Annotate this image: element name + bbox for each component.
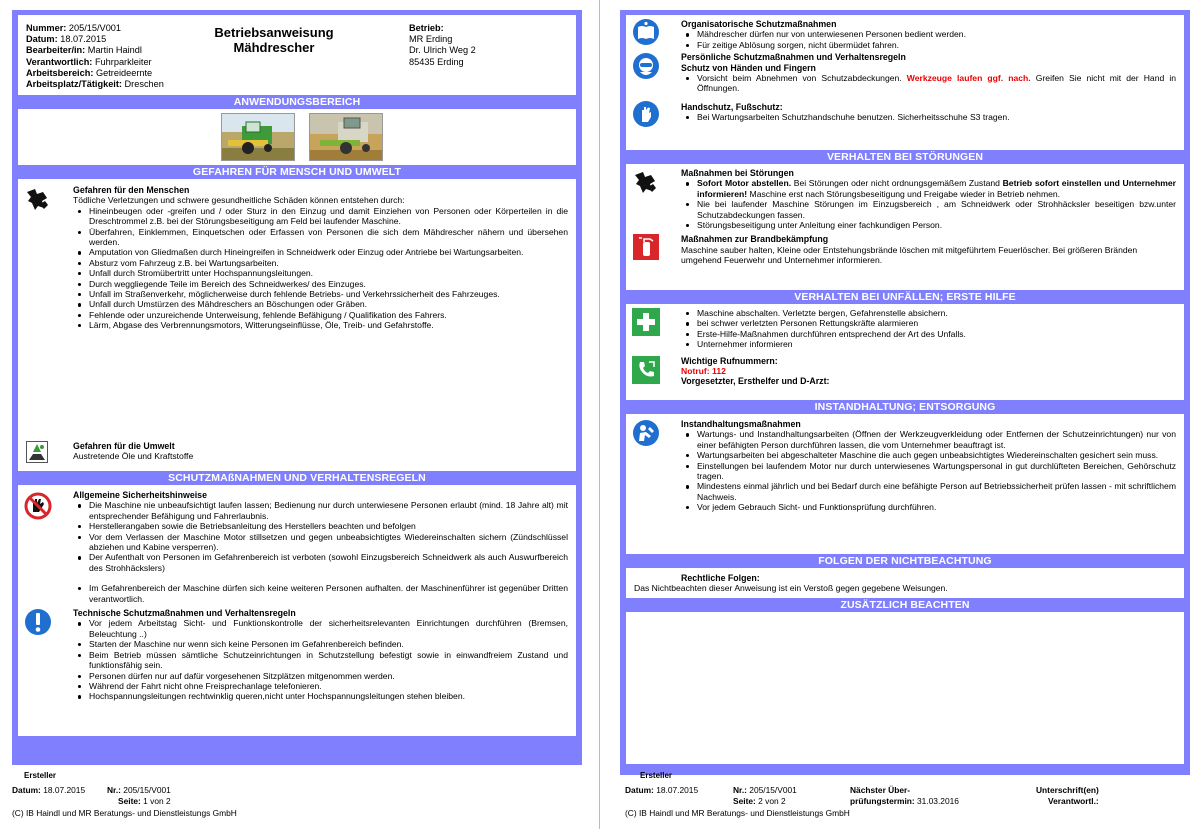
list-item: Vor jedem Arbeitstag Sicht- und Funktionskontrolle der sicherheitsrelevanten Einrichtungen durchführen (Bremsen, Beleuchtung ..) xyxy=(73,618,568,639)
footer-page-value: 1 von 2 xyxy=(143,796,171,806)
list-item: Vor dem Verlassen der Maschine Motor stillsetzen und gegen unbeabsichtigtes Wiedereinschalten sichern (Zündschlüssel abziehen und Kabine versperren). xyxy=(73,532,568,553)
hazards-human-section xyxy=(18,185,576,331)
list-item: Vor jedem Gebrauch Sicht- und Funktionsprüfung durchführen. xyxy=(681,502,1176,512)
hazards-human-intro: Tödliche Verletzungen und schwere gesundheitliche Schäden können entstehen durch: xyxy=(73,195,405,206)
list-item: Nie bei laufender Maschine Störungen im Einzugsbereich , am Schneidwerk oder Strohhäcksler beseitigen bzw.unter Schutzabdeckungen fassen. xyxy=(681,199,1176,220)
first-aid-section xyxy=(626,308,1184,350)
footer-date-value: 18.07.2015 xyxy=(656,785,699,795)
emergency-phone-icon xyxy=(632,356,660,384)
warning-text-2: ggf. nach. xyxy=(987,73,1031,84)
caution-text-2: Greifen Sie nicht mit der Hand in Öffnungen. xyxy=(697,73,1177,94)
list-item: Hochspannungsleitungen rechtwinklig queren,nicht unter Hochspannungsleitungen stehen bleiben. xyxy=(73,691,568,701)
protection-continued-box xyxy=(626,15,1184,150)
footer-nr-label: Nr.: xyxy=(733,785,747,795)
list-item: Unfall durch Stromübertritt unter Hochspannungsleitungen. xyxy=(73,268,568,278)
footer-date-label: Datum: xyxy=(625,785,654,795)
list-item: Unfall durch Umstürzen des Mähdreschers an Böschungen oder Gräben. xyxy=(73,299,568,309)
title-line-2: Mähdrescher xyxy=(233,40,315,55)
caution-text: Vorsicht beim Abnehmen von Schutzabdeckungen. xyxy=(697,73,902,84)
list-item: Herstellerangaben sowie die Betriebsanleitung des Herstellers beachten und befolgen xyxy=(73,521,568,531)
maintenance-person-icon xyxy=(632,419,660,447)
list-item: Absturz vom Fahrzeug z.B. bei Wartungsarbeiten. xyxy=(73,258,568,268)
ersteller-label: Ersteller xyxy=(24,771,57,780)
verantwortlich-value: Fuhrparkleiter xyxy=(94,56,152,67)
organizational-section xyxy=(626,19,1184,50)
fire-section xyxy=(626,234,1184,265)
malfunction-text-2: Maschine erst nach Störungsbeseitigung und Freigabe wieder in Betrieb nehmen. xyxy=(749,188,1061,199)
hand-injury-warning-icon xyxy=(632,168,660,196)
emergency-numbers-section xyxy=(626,356,1184,387)
gloves-icon xyxy=(632,100,660,128)
footer-date-value: 18.07.2015 xyxy=(43,785,86,795)
bar-folgen: FOLGEN DER NICHTBEACHTUNG xyxy=(818,555,992,567)
next-review-value: 31.03.2016 xyxy=(917,796,959,806)
combine-photo-2 xyxy=(309,113,383,161)
hand-foot-protection-title: Handschutz, Fußschutz: xyxy=(681,101,783,112)
first-aid-cross-icon xyxy=(632,308,660,336)
nummer-label: Nummer: xyxy=(26,23,67,33)
hand-injury-warning-icon xyxy=(24,185,52,213)
list-item: Wartungsarbeiten bei abgeschalteter Maschine die auch gegen unbeabsichtigtes Wiedereinschalten gesichert sein muss. xyxy=(681,450,1176,460)
nummer-value: 205/15/V001 xyxy=(68,23,122,33)
personal-protection-subtitle: Schutz von Händen und Fingern xyxy=(681,62,816,73)
maintenance-section xyxy=(626,419,1184,513)
arbeitsplatz-label: Arbeitsplatz/Tätigkeit: xyxy=(26,79,122,90)
arbeitsbereich-label: Arbeitsbereich: xyxy=(26,67,94,78)
arbeitsplatz-value: Dreschen xyxy=(124,79,164,90)
list-item: Für zeitige Ablösung sorgen, nicht übermüdet fahren. xyxy=(681,40,1176,50)
betrieb-street: Dr. Ulrich Weg 2 xyxy=(409,45,476,56)
bar-gefahren: GEFAHREN FÜR MENSCH UND UMWELT xyxy=(192,166,402,178)
footer-date-label: Datum: xyxy=(12,785,41,795)
list-item: Lärm, Abgase des Verbrennungsmotors, Witterungseinflüsse, Öle, Treib- und Gefahrstoffe. xyxy=(73,320,568,330)
hazards-environment-text: Austretende Öle und Kraftstoffe xyxy=(73,451,194,462)
list-item: Im Gefahrenbereich der Maschine dürfen sich keine weiteren Personen aufhalten. der Maschinenführer ist gegenüber Dritten verantwortlich. xyxy=(73,583,568,604)
list-item xyxy=(681,178,1176,199)
personal-protection-section xyxy=(626,52,1184,94)
list-item: Störungsbeseitigung unter Anleitung einer fachkundigen Person. xyxy=(681,220,1176,230)
footer-copyright: (C) IB Haindl und MR Beratungs- und Dienstleistungs GmbH xyxy=(12,808,237,818)
footer-page xyxy=(733,796,786,807)
list-item: Die Maschine nie unbeaufsichtigt laufen lassen; Bedienung nur durch unterwiesene Personen erlaubt (mind. 18 Jahre alt) mit entsprechender Befähigung und Fahrerlaubnis. xyxy=(73,500,568,521)
footer-nr xyxy=(733,785,797,796)
list-item: Fehlende oder unzureichende Unterweisung, fehlende Befähigung / Qualifikation des Fahrers. xyxy=(73,310,568,320)
list-item: Überfahren, Einklemmen, Einquetschen oder Erfassen von Personen die sich dem Mähdrescher nähern und übersehen werden. xyxy=(73,227,568,248)
malfunction-text: Bei Störungen oder nicht ordnungsgemäßem Zustand xyxy=(793,178,1000,189)
verantwortlich-label: Verantwortlich: xyxy=(26,56,93,67)
stop-operation-text: Betrieb sofort einstellen und Unternehmer informieren! xyxy=(697,178,1176,199)
read-manual-icon xyxy=(632,18,660,46)
emergency-numbers-title: Wichtige Rufnummern: xyxy=(681,355,778,366)
list-item: Personen dürfen nur auf dafür vorgesehenen Sitzplätzen mitgenommen werden. xyxy=(73,671,568,681)
organizational-title: Organisatorische Schutzmaßnahmen xyxy=(681,19,837,29)
malfunction-section xyxy=(626,168,1184,230)
warning-text: Werkzeuge laufen xyxy=(906,73,983,84)
protection-box xyxy=(18,485,576,736)
page-1 xyxy=(12,10,582,816)
footer-nr xyxy=(107,785,171,796)
personal-protection-list xyxy=(681,73,1176,94)
page-1-frame xyxy=(12,10,582,765)
next-review-label-1: Nächster Über- xyxy=(850,785,911,795)
list-item: Durch weggliegende Teile im Bereich des Schneidwerkes/ des Einzuges. xyxy=(73,279,568,289)
consequences-section xyxy=(626,573,1184,583)
list-item: bei schwer verletzten Personen Rettungskräfte alarmieren xyxy=(681,318,1176,328)
consequences-title: Rechtliche Folgen: xyxy=(681,573,760,583)
malfunction-title: Maßnahmen bei Störungen xyxy=(681,168,794,178)
bar-instandhaltung: INSTANDHALTUNG; ENTSORGUNG xyxy=(814,401,996,413)
face-protection-icon xyxy=(632,52,660,80)
technical-safety-list xyxy=(73,618,568,701)
bar-schutzmassnahmen: SCHUTZMAßNAHMEN UND VERHALTENSREGELN xyxy=(168,472,426,484)
header-meta xyxy=(26,23,164,90)
list-item: Der Aufenthalt von Personen im Gefahrenbereich ist verboten (sowohl Einzugsbereich Schneidwerk als auch Auswurfbereich des Strohhäckslers) xyxy=(73,552,568,573)
general-safety-list xyxy=(73,500,568,604)
maintenance-box xyxy=(626,414,1184,554)
document-header xyxy=(18,15,576,95)
list-item: Unfall im Straßenverkehr, möglicherweise durch fehlende Betriebs- und Verkehrssicherheit des Fahrzeuges. xyxy=(73,289,568,299)
page-divider xyxy=(599,0,600,829)
footer-page-value: 2 von 2 xyxy=(758,796,786,806)
list-item: Mähdrescher dürfen nur von unterwiesenen Personen bedient werden. xyxy=(681,29,1176,39)
datum-label: Datum: xyxy=(26,34,58,45)
maintenance-title: Instandhaltungsmaßnahmen xyxy=(681,419,801,429)
general-safety-title: Allgemeine Sicherheitshinweise xyxy=(73,490,207,500)
hand-foot-protection-section xyxy=(626,102,1184,123)
betrieb-label: Betrieb: xyxy=(409,23,444,33)
hazards-box xyxy=(18,179,576,471)
footer-next-review xyxy=(850,785,959,807)
additional-notes-box xyxy=(626,612,1184,764)
environment-hazard-icon xyxy=(26,441,48,463)
page-2-frame xyxy=(620,10,1190,775)
hazards-environment-section xyxy=(18,441,576,462)
bar-unfaelle: VERHALTEN BEI UNFÄLLEN; ERSTE HILFE xyxy=(794,291,1016,303)
list-item: Mindestens einmal jährlich und bei Bedarf durch eine befähigte Person auf Betriebssicherheit prüfen lassen - mit schriftlichem Nachweis. xyxy=(681,481,1176,502)
page-2 xyxy=(620,10,1190,816)
title-line-1: Betriebsanweisung xyxy=(214,25,334,40)
list-item: Bei Wartungsarbeiten Schutzhandschuhe benutzen. Sicherheitsschuhe S3 tragen. xyxy=(681,112,1176,122)
footer-nr-value: 205/15/V001 xyxy=(749,785,797,795)
document-title xyxy=(204,25,344,55)
supervisor-label: Vorgesetzter, Ersthelfer und D-Arzt: xyxy=(681,376,830,387)
fire-title: Maßnahmen zur Brandbekämpfung xyxy=(681,234,829,245)
hazards-human-title: Gefahren für den Menschen xyxy=(73,185,190,195)
footer-page-label: Seite: xyxy=(118,796,141,806)
footer-nr-value: 205/15/V001 xyxy=(123,785,171,795)
first-aid-list xyxy=(681,308,1176,350)
bar-zusaetzlich: ZUSÄTZLICH BEACHTEN xyxy=(840,599,970,611)
bearbeiter-value: Martin Haindl xyxy=(87,45,142,56)
maintenance-list xyxy=(681,429,1176,512)
list-item: Erste-Hilfe-Maßnahmen durchführen entsprechend der Art des Unfalls. xyxy=(681,329,1176,339)
footer-page xyxy=(118,796,171,807)
list-item xyxy=(681,73,1176,94)
fire-text: Maschine sauber halten, Kleine oder Entstehungsbrände löschen mit mitgeführtem Feuerlöscher. Bei größeren Bränden umgehend Feuerwehr und Unternehmer informieren. xyxy=(681,244,1138,266)
technical-safety-section xyxy=(18,608,576,702)
hazards-human-list xyxy=(73,206,568,331)
datum-value: 18.07.2015 xyxy=(60,34,107,45)
general-safety-section xyxy=(18,490,576,604)
list-item: Maschine abschalten. Verletzte bergen, Gefahrenstelle absichern. xyxy=(681,308,1176,318)
list-item: Wartungs- und Instandhaltungsarbeiten (Öffnen der Werkzeugverkleidung oder Entfernen der Schutzeinrichtungen) nur von einer befähigten Person durchführen lassen, die vom Unternehmer beauftragt ist. xyxy=(681,429,1176,450)
list-item: Einstellungen bei laufendem Motor nur durch unterwiesenes Wartungspersonal in gut durchlüfteten Bereichen, Gehörschutz tragen. xyxy=(681,461,1176,482)
technical-safety-title: Technische Schutzmaßnahmen und Verhaltensregeln xyxy=(73,608,296,619)
footer-date xyxy=(12,785,85,796)
personal-protection-title: Persönliche Schutzmaßnahmen und Verhaltensregeln xyxy=(681,52,906,63)
list-item: Beim Betrieb müssen sämtliche Schutzeinrichtungen in Schutzstellung befestigt sowie in einwandfreiem Zustand und funktionsfähig sein. xyxy=(73,650,568,671)
list-item: Amputation von Gliedmaßen durch Hineingreifen in Schneidwerk oder Einzug oder Antriebe bei Wartungsarbeiten. xyxy=(73,247,568,257)
betrieb-city: 85435 Erding xyxy=(409,56,464,67)
footer-signature xyxy=(1036,785,1099,807)
signature-label-1: Unterschrift(en) xyxy=(1036,785,1099,795)
footer-copyright: (C) IB Haindl und MR Beratungs- und Dienstleistungs GmbH xyxy=(625,808,850,818)
footer-date xyxy=(625,785,698,796)
next-review-label-2: prüfungstermin: xyxy=(850,796,915,806)
bearbeiter-label: Bearbeiter/in: xyxy=(26,45,86,56)
footer-nr-label: Nr.: xyxy=(107,785,121,795)
bar-stoerungen: VERHALTEN BEI STÖRUNGEN xyxy=(826,151,984,163)
application-photos xyxy=(18,109,576,165)
hand-foot-protection-list xyxy=(681,112,1176,122)
stop-engine-text: Sofort Motor abstellen. xyxy=(697,178,792,189)
hazards-environment-title: Gefahren für die Umwelt xyxy=(73,441,175,451)
company-address xyxy=(409,23,476,68)
consequences-box xyxy=(626,568,1184,598)
ersteller-label: Ersteller xyxy=(640,771,673,780)
consequences-text: Das Nichtbeachten dieser Anweisung ist ein Verstoß gegen gegebene Weisungen. xyxy=(634,583,948,594)
organizational-list xyxy=(681,29,1176,50)
mandatory-info-icon xyxy=(24,608,52,636)
no-hand-prohibition-icon xyxy=(24,492,52,520)
list-item: Starten der Maschine nur wenn sich keine Personen im Gefahrenbereich befinden. xyxy=(73,639,568,649)
list-item: Unternehmer informieren xyxy=(681,339,1176,349)
fire-extinguisher-icon xyxy=(633,234,659,260)
first-aid-box xyxy=(626,304,1184,400)
malfunctions-box xyxy=(626,164,1184,290)
list-item: Während der Fahrt nicht ohne Freisprechanlage telefonieren. xyxy=(73,681,568,691)
combine-photo-1 xyxy=(221,113,295,161)
betrieb-name: MR Erding xyxy=(409,34,453,45)
footer-page-label: Seite: xyxy=(733,796,756,806)
bar-anwendungsbereich: ANWENDUNGSBEREICH xyxy=(233,96,361,108)
signature-label-2: Verantwortl.: xyxy=(1048,796,1099,806)
arbeitsbereich-value: Getreideernte xyxy=(95,67,153,78)
emergency-number: Notruf: 112 xyxy=(681,366,726,377)
list-item: Hineinbeugen oder -greifen und / oder Sturz in den Einzug und damit Einziehen von Personen oder Körperteilen in die Dreschtrommel z.B. bei der Störungsbeseitigung am Feld bei laufender Maschine. xyxy=(73,206,568,227)
malfunction-list xyxy=(681,178,1176,230)
